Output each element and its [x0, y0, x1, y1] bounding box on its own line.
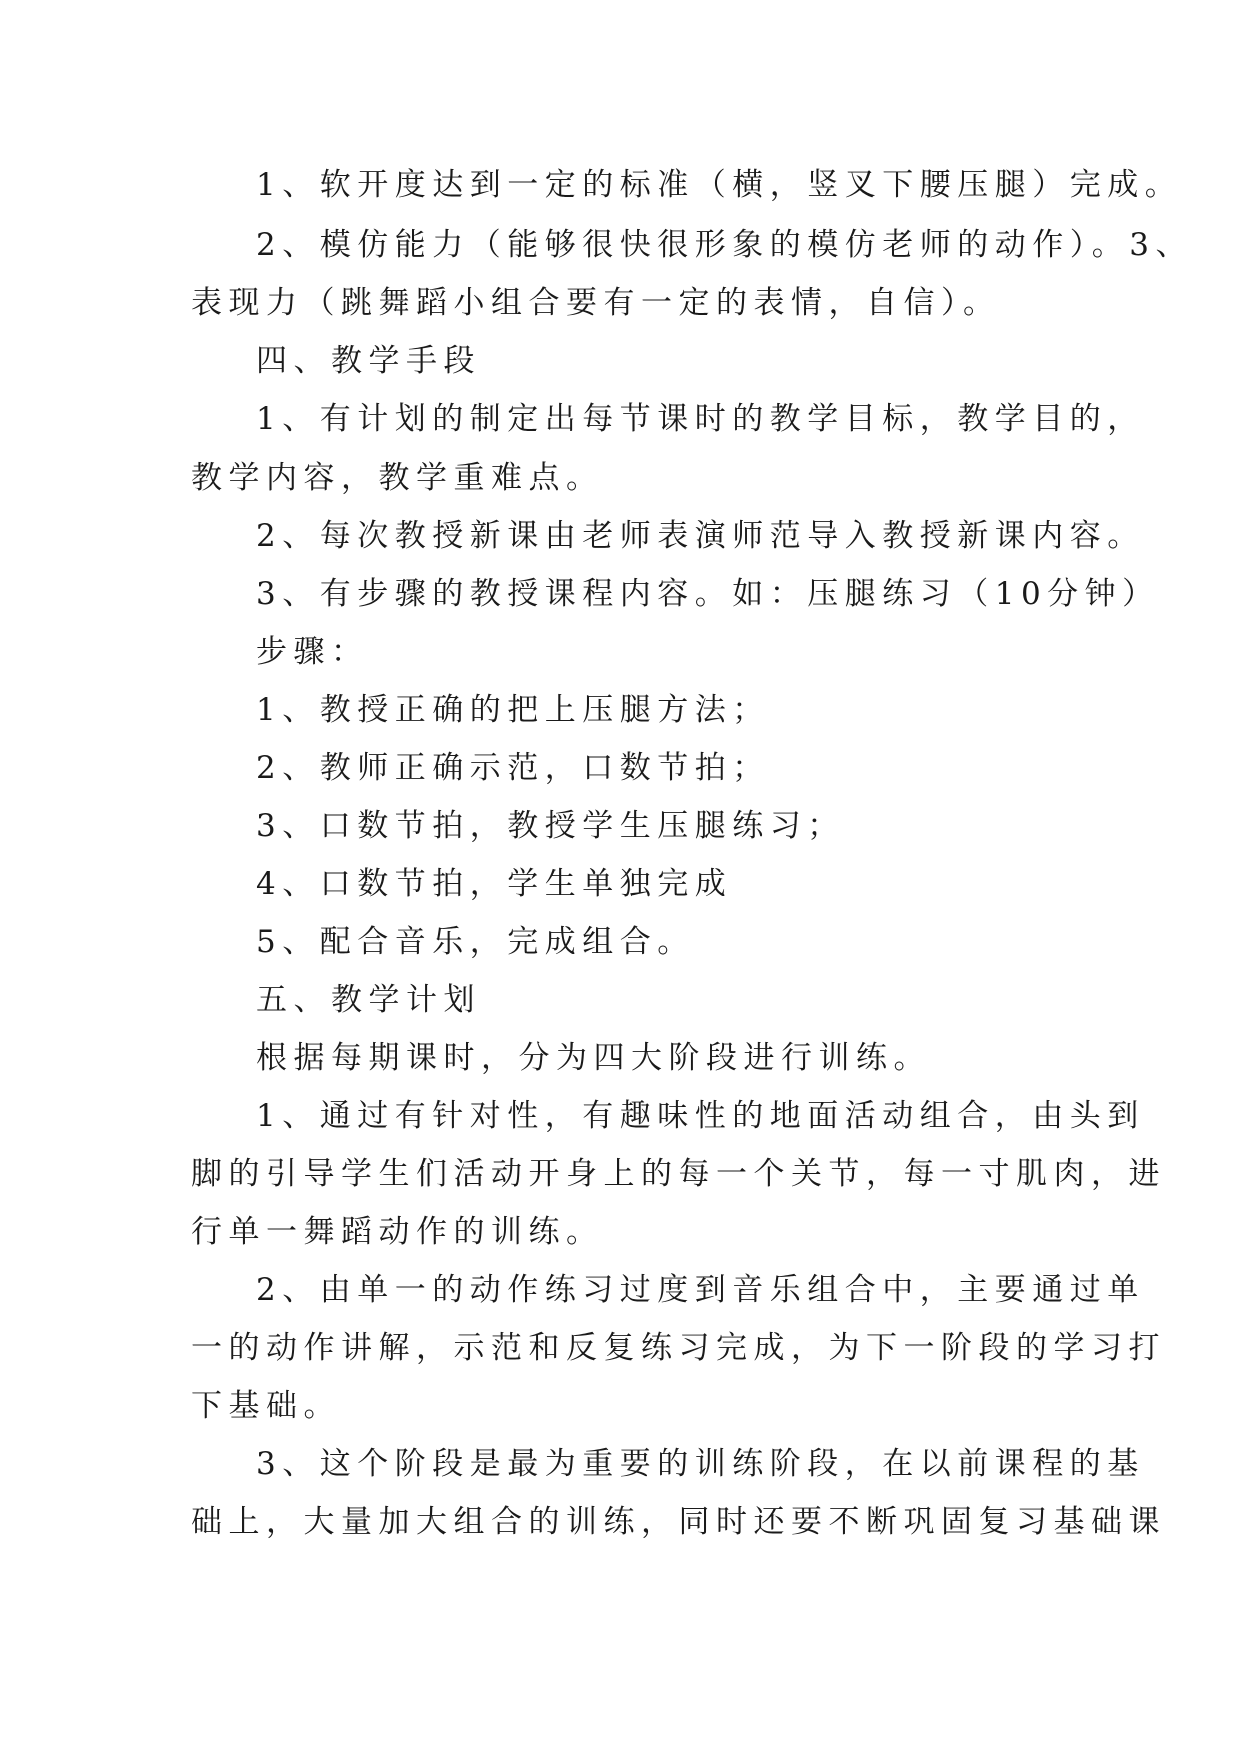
- paragraph-line: 1、通过有针对性，有趣味性的地面活动组合，由头到: [256, 1098, 1145, 1134]
- paragraph-line: 2、由单一的动作练习过度到音乐组合中，主要通过单: [256, 1272, 1145, 1308]
- paragraph-line: 一的动作讲解，示范和反复练习完成，为下一阶段的学习打: [191, 1330, 1166, 1366]
- paragraph-line: 下基础。: [191, 1388, 341, 1424]
- paragraph-line: 教学内容，教学重难点。: [191, 460, 604, 496]
- paragraph-line: 2、每次教授新课由老师表演师范导入教授新课内容。: [256, 518, 1145, 554]
- list-item: 5、配合音乐，完成组合。: [256, 924, 695, 960]
- paragraph-line: 行单一舞蹈动作的训练。: [191, 1214, 604, 1250]
- paragraph-line: 脚的引导学生们活动开身上的每一个关节，每一寸肌肉，进: [191, 1156, 1166, 1192]
- paragraph-line: 3、这个阶段是最为重要的训练阶段，在以前课程的基: [256, 1446, 1145, 1482]
- paragraph-line: 步骤：: [256, 634, 369, 670]
- paragraph-line: 表现力（跳舞蹈小组合要有一定的表情，自信）。: [191, 285, 1001, 321]
- paragraph-line: 3、有步骤的教授课程内容。如：压腿练习（10分钟）: [256, 576, 1160, 612]
- paragraph-line: 1、有计划的制定出每节课时的教学目标，教学目的，: [256, 401, 1145, 437]
- paragraph-line: 1、软开度达到一定的标准（横，竖叉下腰压腿）完成。: [256, 167, 1183, 203]
- list-item: 4、口数节拍，学生单独完成: [256, 866, 733, 902]
- paragraph-line: 础上，大量加大组合的训练，同时还要不断巩固复习基础课: [191, 1504, 1166, 1540]
- list-item: 2、教师正确示范，口数节拍；: [256, 750, 770, 786]
- section-heading: 四、教学手段: [256, 343, 481, 379]
- paragraph-line: 根据每期课时，分为四大阶段进行训练。: [256, 1040, 931, 1076]
- list-item: 1、教授正确的把上压腿方法；: [256, 692, 770, 728]
- section-heading: 五、教学计划: [256, 982, 481, 1018]
- paragraph-line: 2、模仿能力（能够很快很形象的模仿老师的动作）。3、: [256, 227, 1193, 263]
- list-item: 3、口数节拍，教授学生压腿练习；: [256, 808, 845, 844]
